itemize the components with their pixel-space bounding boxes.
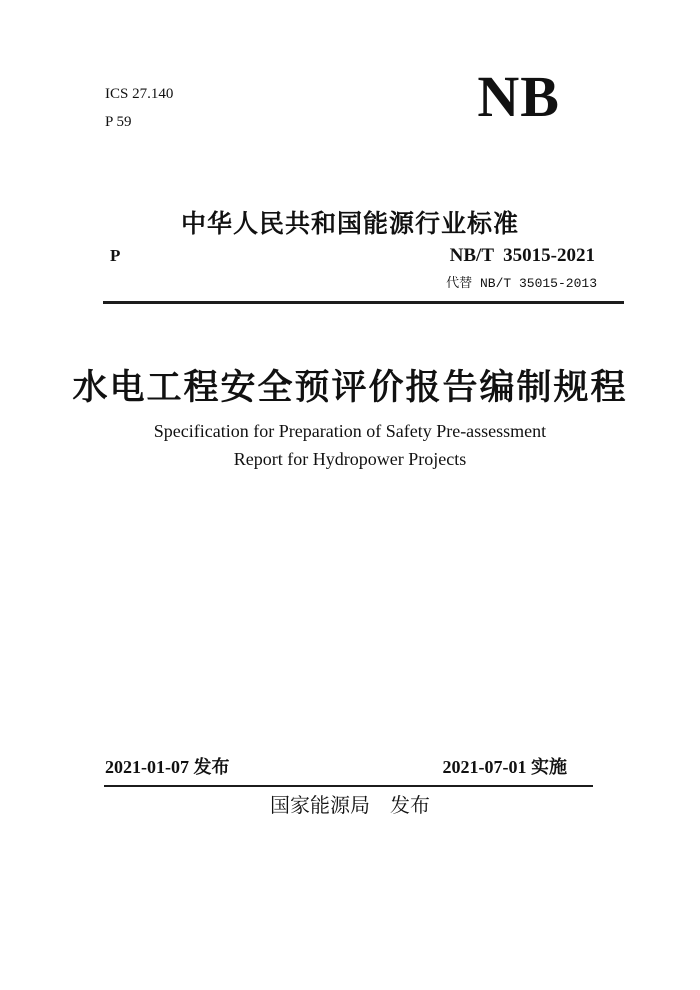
footer-divider-rule xyxy=(104,785,593,787)
implementation-date: 2021-07-01 实施 xyxy=(442,757,567,777)
standard-type-heading: 中华人民共和国能源行业标准 xyxy=(180,210,519,238)
title-english-line1: Specification for Preparation of Safety Pre-assessment xyxy=(153,421,547,441)
issue-date: 2021-01-07 发布 xyxy=(105,757,230,777)
ics-code: ICS 27.140 xyxy=(105,86,174,102)
document-class-letter: P xyxy=(110,246,121,265)
classification-code: P 59 xyxy=(105,114,132,130)
header-divider-rule xyxy=(103,301,624,304)
standard-number: NB/T 35015-2021 xyxy=(449,245,595,266)
replaces-note: 代替 NB/T 35015-2013 xyxy=(446,276,597,291)
title-english-line2: Report for Hydropower Projects xyxy=(233,449,467,469)
nb-standard-logo: NB xyxy=(477,64,560,129)
issuing-authority: 国家能源局 发布 xyxy=(270,795,430,817)
title-chinese: 水电工程安全预评价报告编制规程 xyxy=(72,368,628,407)
